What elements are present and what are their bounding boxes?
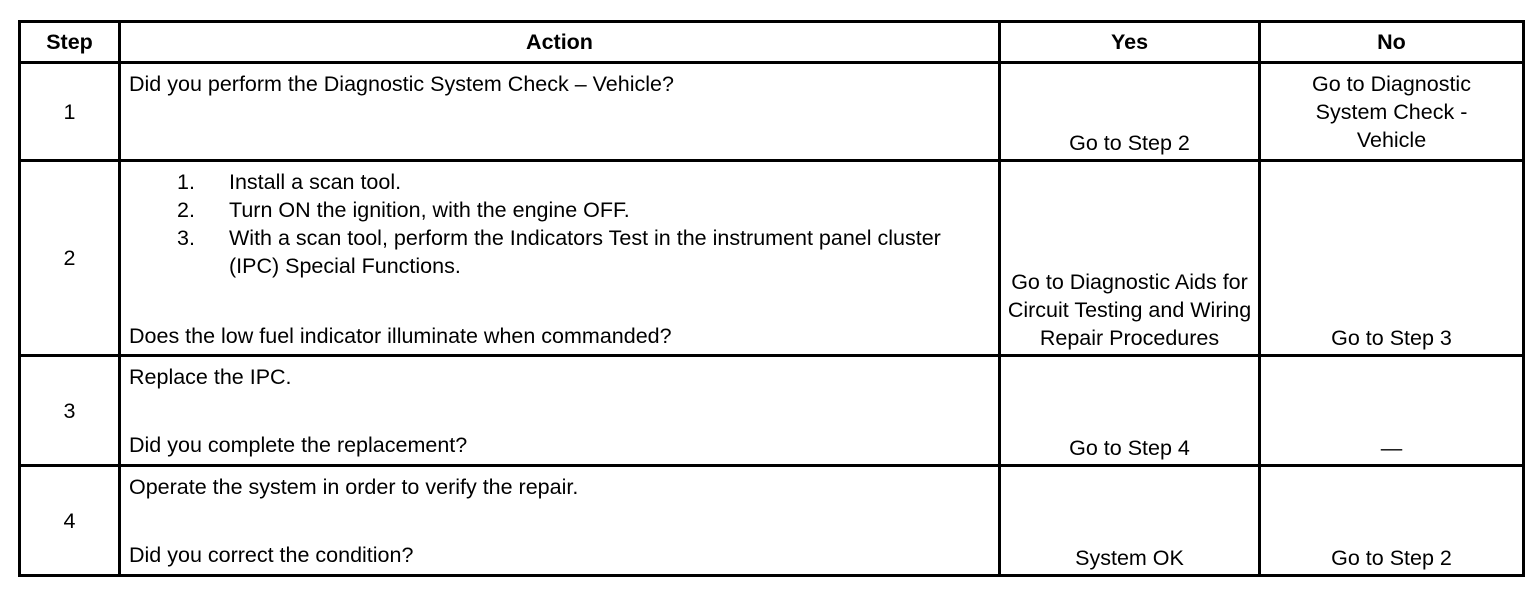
yes-text: Go to Diagnostic Aids for Circuit Testing and Wiring Repair Procedures [1007,270,1252,350]
list-text: Install a scan tool. [229,170,402,194]
table-row [20,63,1524,161]
list-item [129,196,990,224]
yes-cell: Go to Step 4 [1000,356,1260,466]
step-number: 4 [20,466,120,576]
diagnostic-table [18,20,1525,577]
header-step: Step [20,22,120,63]
no-cell: Go to Step 2 [1260,466,1524,576]
list-number: 1. [177,170,195,194]
no-cell: Go to Step 3 [1260,161,1524,356]
no-cell: — [1260,356,1524,466]
action-question: Does the low fuel indicator illuminate when commanded? [129,324,672,348]
yes-cell: Go to Step 2 [1000,63,1260,161]
list-number: 2. [177,198,195,222]
yes-cell: System OK [1000,466,1260,576]
table-row [20,466,1524,576]
action-cell [120,466,1000,576]
no-text: Go to Diagnostic System Check - Vehicle [1312,72,1471,152]
action-cell [120,63,1000,161]
list-text: Turn ON the ignition, with the engine OFF. [229,198,630,222]
action-instruction: Operate the system in order to verify the repair. [129,475,579,499]
no-cell [1260,63,1524,161]
list-number: 3. [177,226,195,250]
table-row [20,356,1524,466]
header-no: No [1260,22,1524,63]
header-row [20,22,1524,63]
step-number: 1 [20,63,120,161]
step-number: 2 [20,161,120,356]
header-yes: Yes [1000,22,1260,63]
action-question: Did you perform the Diagnostic System Check – Vehicle? [129,72,674,96]
action-question: Did you complete the replacement? [129,433,468,457]
action-cell [120,161,1000,356]
list-item [129,168,990,196]
list-text: With a scan tool, perform the Indicators Test in the instrument panel cluster (IPC) Special Functions. [229,226,941,278]
instruction-list [129,168,990,280]
yes-cell [1000,161,1260,356]
header-action: Action [120,22,1000,63]
list-item [129,224,990,280]
table-row [20,161,1524,356]
step-number: 3 [20,356,120,466]
action-question: Did you correct the condition? [129,543,414,567]
action-instruction: Replace the IPC. [129,365,292,389]
action-cell [120,356,1000,466]
